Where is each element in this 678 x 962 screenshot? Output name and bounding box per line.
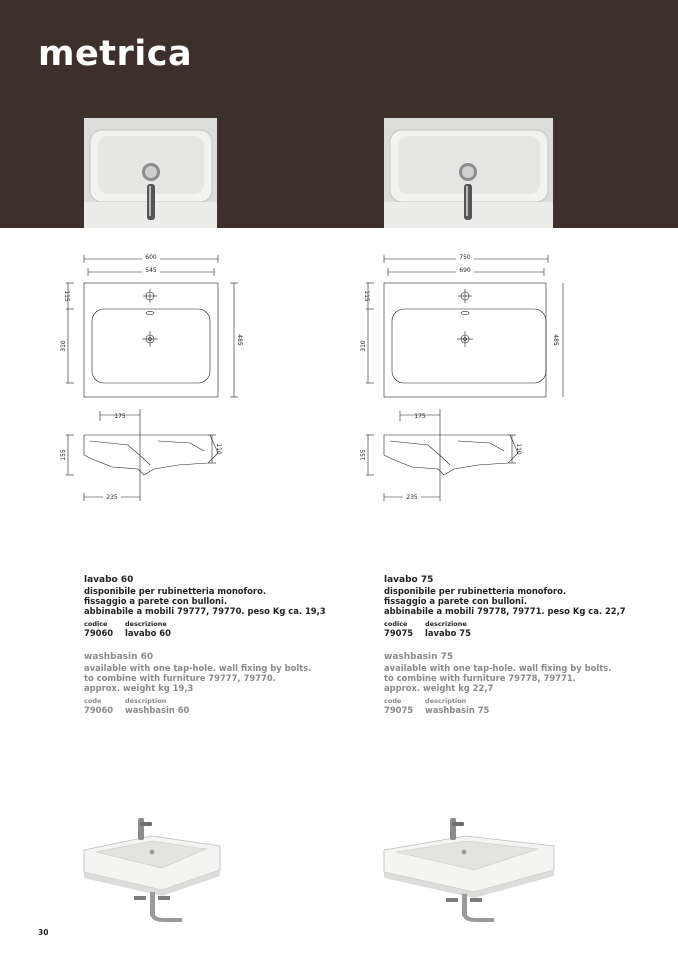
description-label: descrizione xyxy=(425,620,467,628)
code-table xyxy=(84,697,354,715)
description-value: washbasin 60 xyxy=(125,705,190,715)
dim-height-bowl: 310 xyxy=(360,340,367,352)
basin-illustration-75 xyxy=(378,812,560,924)
dim-side-bottom: 235 xyxy=(106,494,118,501)
technical-drawing-lavabo-75 xyxy=(358,245,558,507)
product-feature: available with one tap-hole. wall fixing by bolts. xyxy=(384,663,612,673)
dim-height-total: 485 xyxy=(236,334,243,346)
product-feature: disponibile per rubinetteria monoforo. xyxy=(384,586,567,596)
description-label: description xyxy=(125,697,167,705)
dim-height-total: 485 xyxy=(552,334,559,346)
product-info-lavabo-60 xyxy=(84,575,354,715)
dim-side-left: 155 xyxy=(60,449,67,461)
brand-title: metrica xyxy=(38,34,193,74)
product-title: lavabo 60 xyxy=(84,575,134,585)
code-label: codice xyxy=(84,620,108,628)
code-value: 79060 xyxy=(84,705,114,715)
product-weight: approx. weight kg 22,7 xyxy=(384,683,494,693)
product-title: washbasin 60 xyxy=(84,652,154,662)
description-value: lavabo 75 xyxy=(425,628,471,638)
code-label: code xyxy=(384,697,402,705)
product-photo-lavabo-75 xyxy=(384,118,553,228)
product-title: washbasin 75 xyxy=(384,652,454,662)
product-combination: abbinabile a mobili 79777, 79770. peso Kg ca. 19,3 xyxy=(84,606,326,616)
italian-description xyxy=(84,575,354,638)
english-description xyxy=(384,652,654,715)
product-fixing: fissaggio a parete con bulloni. xyxy=(384,596,528,606)
product-combination: to combine with furniture 79778, 79771. xyxy=(384,673,576,683)
code-table xyxy=(84,620,354,638)
code-label: code xyxy=(84,697,102,705)
dim-height-top: 115 xyxy=(63,290,70,302)
basin-illustration-60 xyxy=(78,812,228,924)
code-table xyxy=(384,620,654,638)
code-value: 79075 xyxy=(384,705,414,715)
description-value: lavabo 60 xyxy=(125,628,171,638)
code-table xyxy=(384,697,654,715)
dim-height-top: 115 xyxy=(363,290,370,302)
dim-side-top: 175 xyxy=(114,413,126,420)
dim-width-inner: 690 xyxy=(459,267,471,274)
product-photo-lavabo-60 xyxy=(84,118,217,228)
product-title: lavabo 75 xyxy=(384,575,434,585)
product-fixing: fissaggio a parete con bulloni. xyxy=(84,596,228,606)
technical-drawing-lavabo-60 xyxy=(58,245,258,507)
italian-description xyxy=(384,575,654,638)
dim-width-outer: 600 xyxy=(145,254,157,261)
english-description xyxy=(84,652,354,715)
dim-side-right: 110 xyxy=(215,443,222,455)
dim-height-bowl: 310 xyxy=(60,340,67,352)
dim-side-top: 175 xyxy=(414,413,426,420)
product-feature: available with one tap-hole. wall fixing by bolts. xyxy=(84,663,312,673)
dim-side-left: 155 xyxy=(360,449,367,461)
code-label: codice xyxy=(384,620,408,628)
page-number: 30 xyxy=(38,928,49,937)
dim-width-outer: 750 xyxy=(459,254,471,261)
dim-side-bottom: 235 xyxy=(406,494,418,501)
description-label: description xyxy=(425,697,467,705)
product-weight: approx. weight kg 19,3 xyxy=(84,683,194,693)
description-value: washbasin 75 xyxy=(425,705,490,715)
dim-side-right: 110 xyxy=(515,443,522,455)
product-combination: to combine with furniture 79777, 79770. xyxy=(84,673,276,683)
product-feature: disponibile per rubinetteria monoforo. xyxy=(84,586,267,596)
product-combination: abbinabile a mobili 79778, 79771. peso Kg ca. 22,7 xyxy=(384,606,626,616)
code-value: 79060 xyxy=(84,628,114,638)
product-info-lavabo-75 xyxy=(384,575,654,715)
code-value: 79075 xyxy=(384,628,414,638)
description-label: descrizione xyxy=(125,620,167,628)
dim-width-inner: 545 xyxy=(145,267,157,274)
